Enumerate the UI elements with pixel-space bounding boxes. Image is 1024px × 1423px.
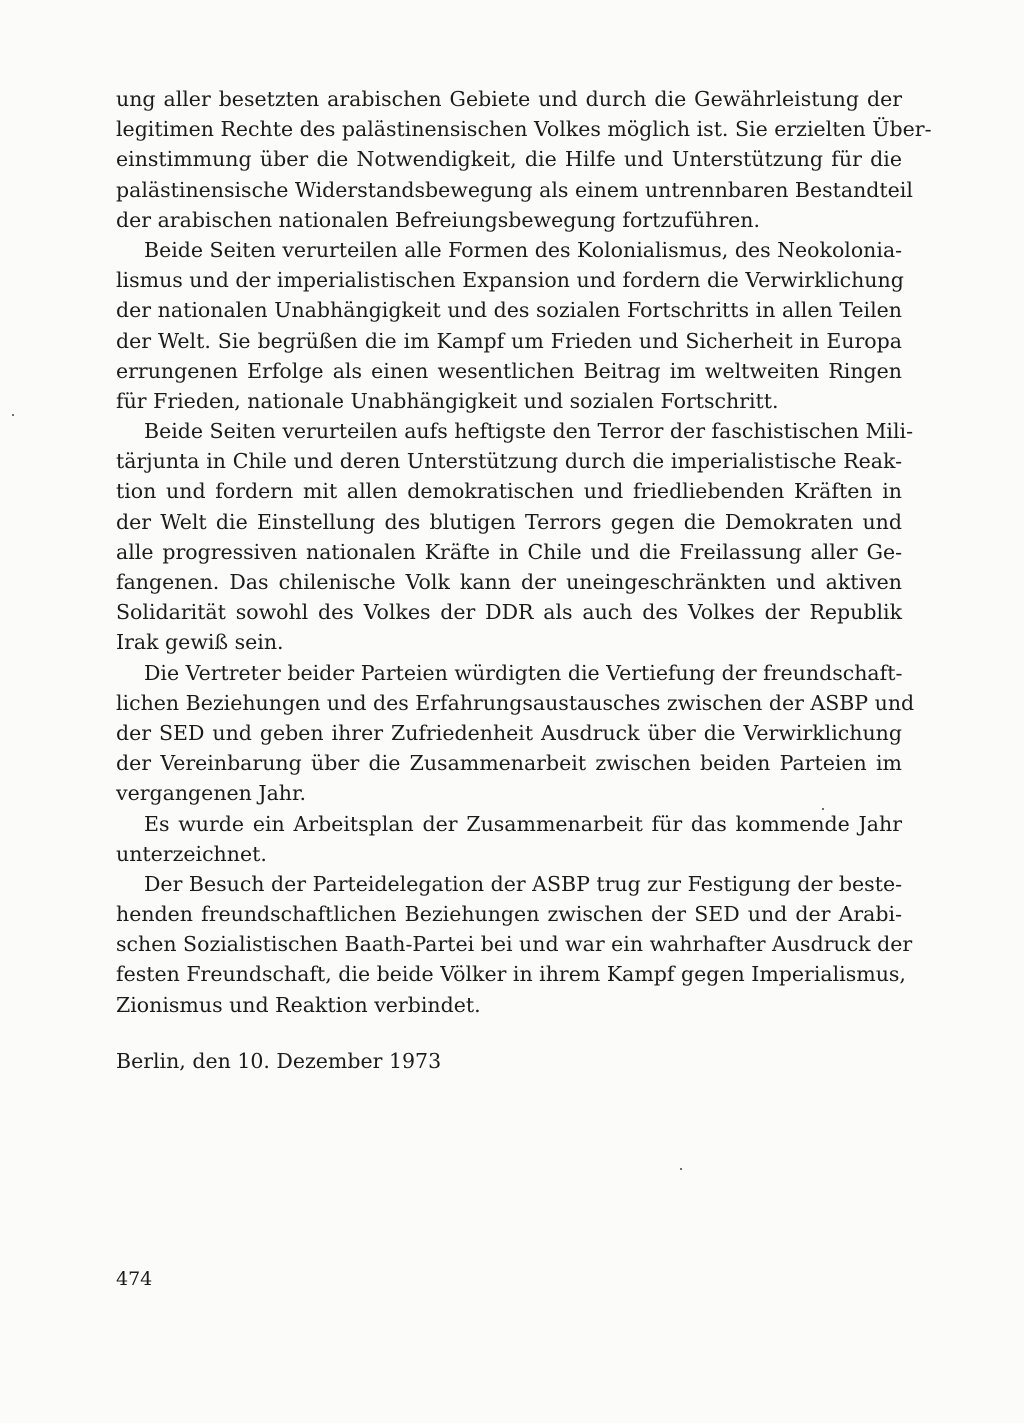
text-line: Solidarität sowohl des Volkes der DDR als auch des Volkes der Republik <box>116 600 902 625</box>
print-speck <box>12 414 14 416</box>
text-line: Irak gewiß sein. <box>116 630 284 655</box>
paragraph-6 <box>116 869 913 1020</box>
text-line: vergangenen Jahr. <box>116 781 307 806</box>
text-line: schen Sozialistischen Baath-Partei bei und war ein wahrhafter Ausdruck der <box>116 932 913 957</box>
text-line: lichen Beziehungen und des Erfahrungsaustausches zwischen der ASBP und <box>116 690 915 715</box>
text-line: lismus und der imperialistischen Expansion und fordern die Verwirklichung <box>116 268 904 293</box>
paragraph-5 <box>116 809 902 869</box>
text-line: tion und fordern mit allen demokratischen und friedliebenden Kräften in <box>116 479 902 504</box>
dateline: Berlin, den 10. Dezember 1973 <box>116 1049 442 1073</box>
text-line: der Welt. Sie begrüßen die im Kampf um Frieden und Sicherheit in Europa <box>116 328 902 353</box>
text-line: Beide Seiten verurteilen aufs heftigste den Terror der faschistischen Mili- <box>144 419 914 444</box>
text-line: der Welt die Einstellung des blutigen Terrors gegen die Demokraten und <box>116 509 902 534</box>
text-line: der SED und geben ihrer Zufriedenheit Ausdruck über die Verwirklichung <box>116 720 902 745</box>
text-line: tärjunta in Chile und deren Unterstützung durch die imperialistische Reak- <box>116 449 902 474</box>
text-line: Zionismus und Reaktion verbindet. <box>116 992 481 1017</box>
text-line: der nationalen Unabhängigkeit und des sozialen Fortschritts in allen Teilen <box>116 298 902 323</box>
text-line: festen Freundschaft, die beide Völker in ihrem Kampf gegen Imperialismus, <box>116 962 906 987</box>
text-line: alle progressiven nationalen Kräfte in Chile und die Freilassung aller Ge- <box>116 539 902 564</box>
text-line: Der Besuch der Parteidelegation der ASBP trug zur Festigung der beste- <box>144 871 902 896</box>
text-line: palästinensische Widerstandsbewegung als einem untrennbaren Bestandteil <box>116 177 913 202</box>
print-speck <box>680 1168 682 1170</box>
page-number: 474 <box>116 1268 153 1290</box>
text-line: errungenen Erfolge als einen wesentlichen Beitrag im weltweiten Ringen <box>116 358 902 383</box>
text-line: henden freundschaftlichen Beziehungen zwischen der SED und der Arabi- <box>116 902 902 927</box>
text-line: legitimen Rechte des palästinensischen Volkes möglich ist. Sie erzielten Über- <box>116 117 932 142</box>
body-text <box>116 84 932 1020</box>
text-line: Es wurde ein Arbeitsplan der Zusammenarbeit für das kommende Jahr <box>144 811 902 836</box>
text-line: einstimmung über die Notwendigkeit, die Hilfe und Unterstützung für die <box>116 147 902 172</box>
print-speck <box>822 808 824 810</box>
text-line: unterzeichnet. <box>116 841 267 866</box>
paragraph-4 <box>116 658 915 809</box>
text-line: für Frieden, nationale Unabhängigkeit und sozialen Fortschritt. <box>116 388 779 413</box>
text-line: der Vereinbarung über die Zusammenarbeit zwischen beiden Parteien im <box>116 751 902 776</box>
text-line: ung aller besetzten arabischen Gebiete und durch die Gewährleistung der <box>116 87 902 111</box>
paragraph-1 <box>116 84 932 235</box>
paragraph-2 <box>116 235 902 416</box>
paragraph-3 <box>116 416 914 658</box>
text-line: Die Vertreter beider Parteien würdigten die Vertiefung der freundschaft- <box>144 660 903 685</box>
text-line: Beide Seiten verurteilen alle Formen des Kolonialismus, des Neokolonia- <box>144 237 903 262</box>
text-line: der arabischen nationalen Befreiungsbewegung fortzuführen. <box>116 207 760 232</box>
text-line: fangenen. Das chilenische Volk kann der uneingeschränkten und aktiven <box>116 570 902 594</box>
